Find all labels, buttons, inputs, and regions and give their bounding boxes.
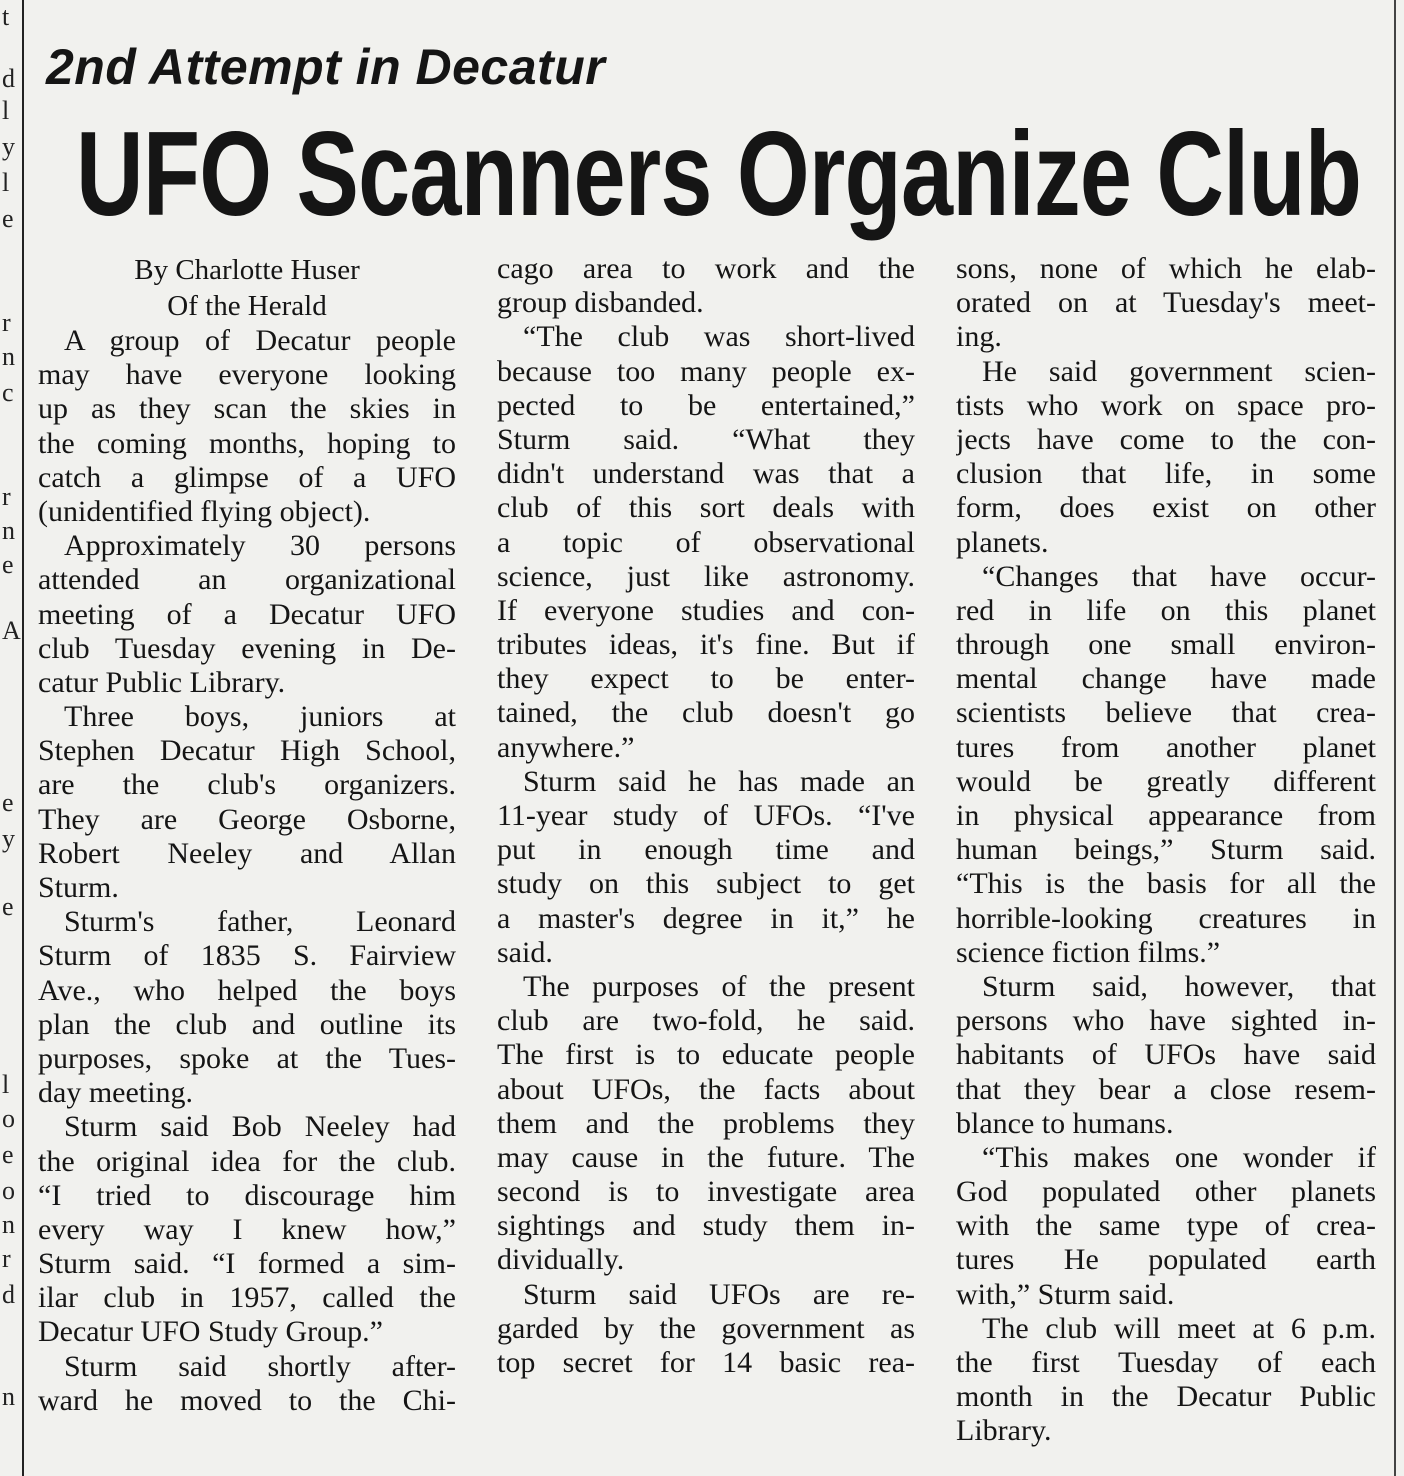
text-line: jects have come to the con- (956, 422, 1376, 456)
text-line: month in the Decatur Public (956, 1380, 1376, 1414)
text-line: “This is the basis for all the (956, 867, 1376, 901)
text-line: put in enough time and (497, 833, 915, 867)
margin-fragment: n (2, 516, 15, 545)
text-line: Approximately 30 persons (64, 529, 456, 563)
text-line: through one small environ- (956, 628, 1376, 662)
text-line: dividually. (497, 1243, 625, 1277)
margin-fragment: r (2, 308, 11, 337)
text-line: purposes, spoke at the Tues- (38, 1041, 456, 1075)
margin-fragment: y (2, 132, 15, 161)
text-line: God populated other planets (956, 1175, 1376, 1209)
margin-fragment: l (2, 168, 10, 197)
text-line: Sturm said. “I formed a sim- (38, 1247, 456, 1281)
text-line: Sturm said UFOs are re- (523, 1277, 915, 1311)
text-line: human beings,” Sturm said. (956, 833, 1376, 867)
margin-fragment: o (2, 1104, 15, 1133)
text-line: form, does exist on other (956, 491, 1376, 525)
text-line: horrible-looking creatures in (956, 901, 1376, 935)
margin-fragment: e (2, 788, 14, 817)
text-line: day meeting. (38, 1076, 193, 1110)
margin-fragment: c (2, 378, 14, 407)
text-line: with the same type of crea- (956, 1209, 1376, 1243)
text-line: said. (497, 935, 553, 969)
text-line: Stephen Decatur High School, (38, 734, 456, 768)
text-line: The purposes of the present (523, 969, 915, 1003)
text-line: Decatur UFO Study Group.” (38, 1315, 383, 1349)
text-line: in physical appearance from (956, 799, 1376, 832)
text-line: about UFOs, the facts about (497, 1072, 915, 1106)
margin-fragment: l (2, 1070, 10, 1099)
text-line: Sturm of 1835 S. Fairview (38, 939, 456, 973)
text-line: the coming months, hoping to (38, 426, 456, 460)
text-line: Library. (956, 1414, 1052, 1448)
text-line: tists who work on space pro- (956, 388, 1376, 422)
text-line: club of this sort deals with (497, 491, 915, 525)
margin-fragment: e (2, 892, 14, 921)
text-line: ilar club in 1957, called the (38, 1281, 456, 1315)
text-line: pected to be entertained,” (497, 388, 915, 422)
text-line: The first is to educate people (497, 1038, 915, 1072)
text-line: tributes ideas, it's fine. But if (497, 628, 915, 662)
text-line: attended an organizational (38, 563, 456, 597)
article-column-1 (38, 252, 456, 1418)
margin-fragment: e (2, 550, 14, 579)
text-line: He said government scien- (982, 354, 1376, 388)
left-margin-fragments (0, 0, 20, 1476)
text-line: every way I knew how,” (38, 1212, 456, 1246)
text-line: “I tried to discourage him (38, 1178, 456, 1212)
text-line: Sturm said Bob Neeley had (64, 1110, 456, 1144)
text-line: Sturm said shortly after- (64, 1349, 456, 1383)
text-line: science fiction films.” (956, 935, 1221, 969)
text-line: cago area to work and the (497, 252, 915, 285)
text-line: club Tuesday evening in De- (38, 631, 456, 665)
text-line: are the club's organizers. (38, 768, 456, 802)
column-rule-right (1394, 0, 1396, 1476)
margin-fragment: e (2, 1140, 14, 1169)
text-line: Three boys, juniors at (64, 700, 456, 734)
text-line: with,” Sturm said. (956, 1277, 1175, 1311)
text-line: would be greatly different (956, 764, 1376, 798)
margin-fragment: y (2, 824, 15, 853)
text-line: 11-year study of UFOs. “I've (497, 799, 915, 832)
text-line: (unidentified flying object). (38, 494, 371, 528)
text-line: tained, the club doesn't go (497, 696, 915, 730)
text-line: may cause in the future. The (497, 1140, 915, 1174)
text-line: second is to investigate area (497, 1175, 915, 1209)
text-line: tures from another planet (956, 730, 1376, 764)
margin-fragment: n (2, 342, 15, 371)
text-line: Sturm's father, Leonard (64, 905, 456, 939)
text-line: habitants of UFOs have said (956, 1038, 1376, 1072)
kicker-headline: 2nd Attempt in Decatur (46, 39, 606, 95)
text-line: plan the club and outline its (38, 1007, 456, 1041)
text-line: clusion that life, in some (956, 457, 1376, 491)
text-line: club are two-fold, he said. (497, 1004, 915, 1038)
text-line: catur Public Library. (38, 665, 286, 699)
byline-author: By Charlotte Huser (134, 254, 360, 286)
text-line: “This makes one wonder if (982, 1140, 1376, 1174)
text-line: If everyone studies and con- (497, 593, 915, 627)
text-line: blance to humans. (956, 1106, 1174, 1140)
margin-fragment: A (2, 616, 21, 645)
column-rule-left (22, 0, 24, 1476)
text-line: study on this subject to get (497, 867, 915, 901)
margin-fragment: r (2, 1244, 11, 1273)
text-line: ing. (956, 320, 1002, 354)
margin-fragment: e (2, 204, 14, 233)
text-line: sons, none of which he elab- (956, 252, 1376, 285)
text-line: A group of Decatur people (64, 324, 456, 357)
text-line: science, just like astronomy. (497, 559, 915, 593)
text-line: top secret for 14 basic rea- (497, 1346, 915, 1379)
text-line: Robert Neeley and Allan (38, 836, 456, 870)
text-line: the first Tuesday of each (956, 1346, 1376, 1379)
margin-fragment: n (2, 1382, 15, 1411)
text-line: that they bear a close resem- (956, 1072, 1376, 1106)
text-line: up as they scan the skies in (38, 392, 456, 426)
text-line: “The club was short-lived (523, 320, 915, 354)
margin-fragment: t (2, 2, 10, 31)
byline-publication: Of the Herald (167, 290, 327, 322)
margin-fragment: d (2, 1280, 15, 1309)
margin-fragment: d (2, 64, 15, 93)
main-headline: UFO Scanners Organize Club (76, 107, 1362, 241)
article-column-3 (956, 252, 1376, 1449)
text-line: scientists believe that crea- (956, 696, 1376, 730)
text-line: catch a glimpse of a UFO (38, 460, 456, 494)
text-line: Ave., who helped the boys (38, 973, 456, 1007)
text-line: Sturm said, however, that (982, 969, 1376, 1003)
text-line: persons who have sighted in- (956, 1004, 1376, 1038)
article-column-2 (497, 252, 915, 1380)
text-line: them and the problems they (497, 1106, 915, 1140)
text-line: the original idea for the club. (38, 1144, 456, 1178)
text-line: red in life on this planet (956, 593, 1376, 627)
text-line: The club will meet at 6 p.m. (982, 1311, 1376, 1345)
text-line: Sturm said he has made an (523, 764, 915, 798)
text-line: meeting of a Decatur UFO (38, 597, 456, 631)
margin-fragment: n (2, 1210, 15, 1239)
text-line: a topic of observational (497, 525, 915, 559)
text-line: didn't understand was that a (497, 457, 915, 491)
text-line: planets. (956, 525, 1049, 559)
text-line: a master's degree in it,” he (497, 901, 915, 935)
text-line: ward he moved to the Chi- (38, 1383, 456, 1417)
text-line: anywhere.” (497, 730, 635, 764)
margin-fragment: l (2, 96, 10, 125)
text-line: Sturm. (38, 871, 119, 904)
text-line: may have everyone looking (38, 358, 456, 392)
text-line: they expect to be enter- (497, 662, 915, 696)
text-line: They are George Osborne, (38, 802, 456, 836)
text-line: “Changes that have occur- (982, 559, 1376, 593)
text-line: orated on at Tuesday's meet- (956, 286, 1376, 320)
margin-fragment: o (2, 1176, 15, 1205)
text-line: group disbanded. (497, 286, 704, 320)
text-line: because too many people ex- (497, 354, 915, 388)
margin-fragment: r (2, 482, 11, 511)
text-line: tures He populated earth (956, 1243, 1376, 1277)
text-line: sightings and study them in- (497, 1209, 915, 1243)
text-line: mental change have made (956, 662, 1376, 696)
text-line: Sturm said. “What they (497, 422, 915, 456)
text-line: garded by the government as (497, 1311, 915, 1345)
